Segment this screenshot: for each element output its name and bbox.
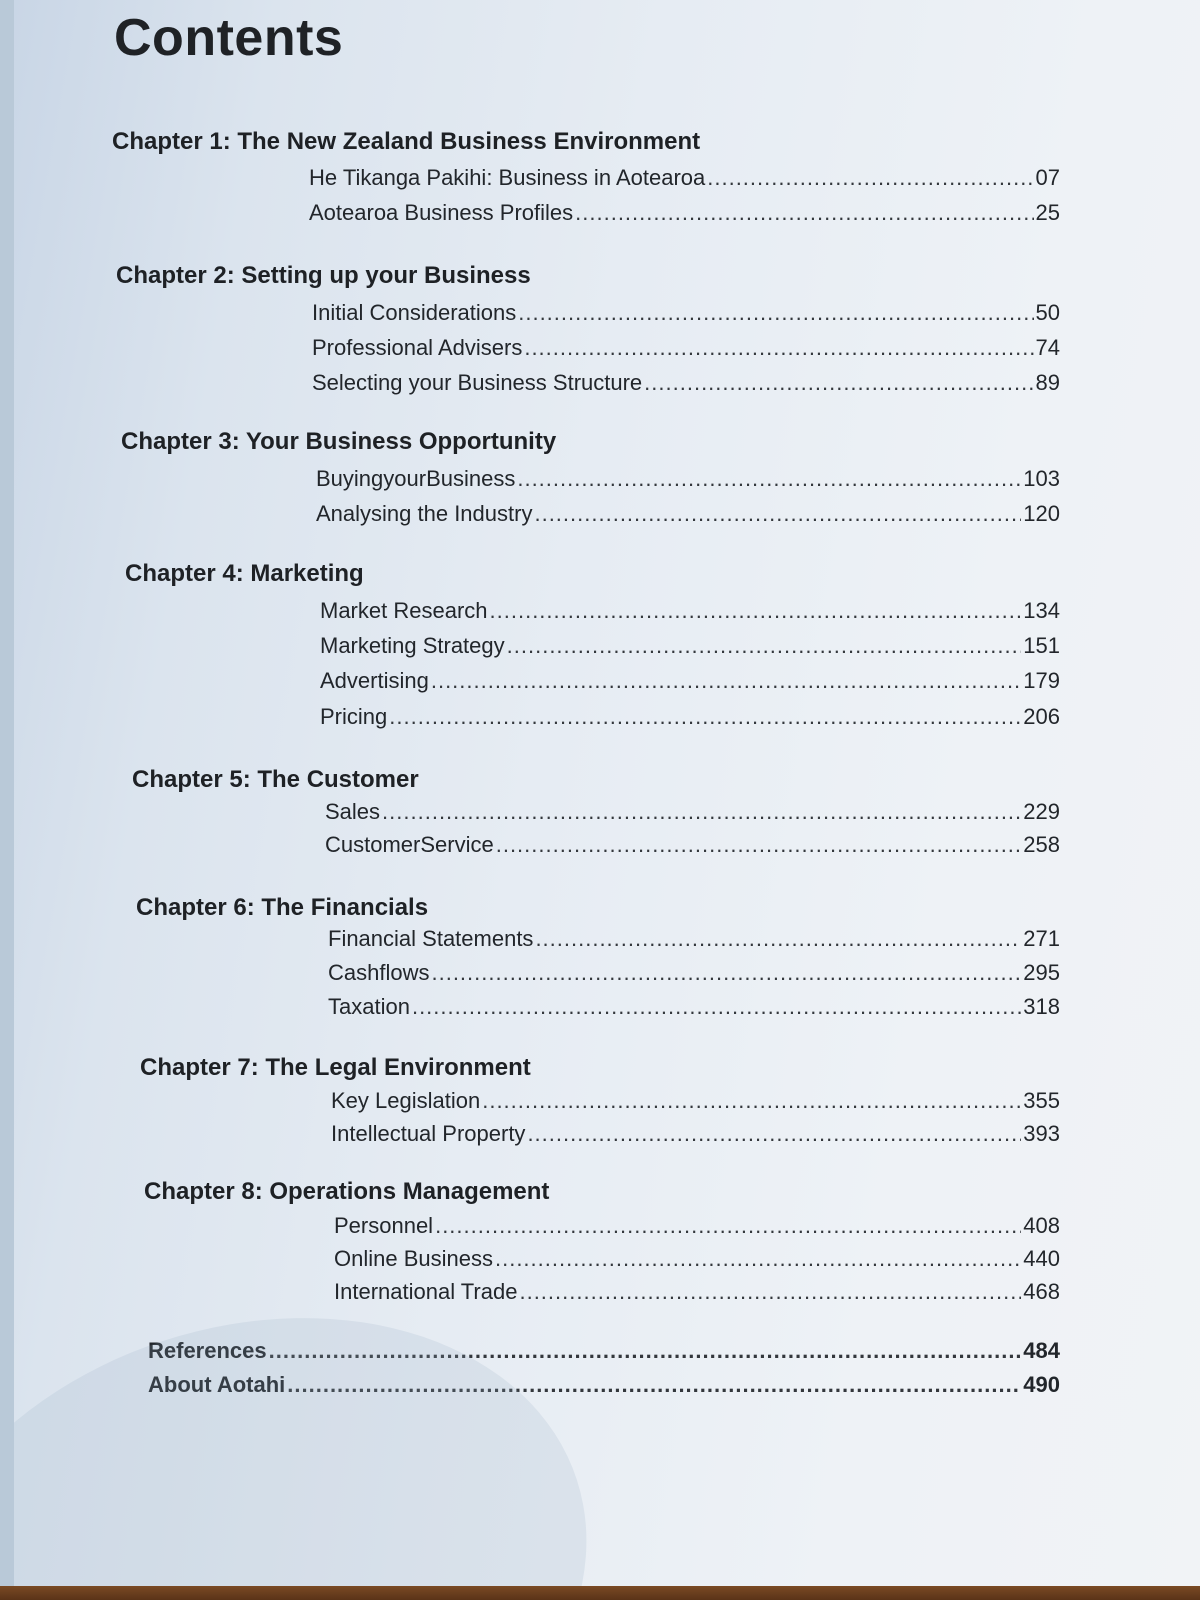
toc-section-entry [312,370,1060,396]
entry-title: Aotearoa Business Profiles [309,200,574,225]
entry-title: Advertising [320,668,429,693]
toc-section-entry [334,1213,1060,1239]
page-number: 151 [1023,633,1060,658]
chapter-heading: Chapter 2: Setting up your Business [116,262,531,289]
entry-title: Sales [325,799,381,824]
toc-section-entry [325,832,1060,858]
entry-title: Financial Statements [328,926,534,951]
chapter-heading: Chapter 6: The Financials [136,894,429,921]
entry-title: Pricing [320,704,388,729]
dot-leader [389,704,1021,730]
chapter-heading: Chapter 7: The Legal Environment [140,1054,531,1081]
dot-leader [412,994,1021,1020]
book-page [14,0,1200,1588]
toc-section-entry [334,1279,1060,1305]
page-number: 468 [1023,1279,1060,1304]
toc-section-entry [316,501,1060,527]
dot-leader [490,598,1022,624]
entry-title: References [148,1338,267,1363]
toc-end-entry [148,1338,1060,1364]
dot-leader [269,1338,1022,1364]
dot-leader [382,799,1021,825]
entry-title: International Trade [334,1279,518,1304]
toc-section-entry [320,704,1060,730]
entry-title: Professional Advisers [312,335,523,360]
toc-section-entry [331,1088,1060,1114]
entry-title: Analysing the Industry [316,501,533,526]
page-number: 134 [1023,598,1060,623]
chapter-heading: Chapter 4: Marketing [125,560,364,587]
toc-section-entry [316,466,1060,492]
chapter-heading: Chapter 3: Your Business Opportunity [121,428,557,455]
page-number: 484 [1023,1338,1060,1363]
page-number: 490 [1023,1372,1060,1397]
entry-title: Cashflows [328,960,430,985]
dot-leader [482,1088,1021,1114]
toc-section-entry [328,960,1060,986]
dot-leader [707,165,1033,191]
toc-section-entry [328,994,1060,1020]
entry-title: Personnel [334,1213,434,1238]
page-number: 258 [1023,832,1060,857]
dot-leader [518,300,1033,326]
dot-leader [431,960,1021,986]
table-surface [0,1586,1200,1600]
dot-leader [435,1213,1021,1239]
dot-leader [507,633,1022,659]
page-number: 393 [1023,1121,1060,1146]
entry-title: Taxation [328,994,410,1019]
toc-section-entry [328,926,1060,952]
dot-leader [495,1246,1021,1272]
page-number: 120 [1023,501,1060,526]
entry-title: Initial Considerations [312,300,517,325]
page-number: 355 [1023,1088,1060,1113]
chapter-heading: Chapter 8: Operations Management [144,1178,550,1205]
entry-title: BuyingyourBusiness [316,466,516,491]
entry-title: He Tikanga Pakihi: Business in Aotearoa [309,165,706,190]
toc-section-entry [320,668,1060,694]
dot-leader [496,832,1022,858]
page-number: 440 [1023,1246,1060,1271]
dot-leader [534,501,1021,527]
page-number: 07 [1035,165,1060,190]
page-number: 408 [1023,1213,1060,1238]
page-number: 295 [1023,960,1060,985]
page-number: 89 [1035,370,1060,395]
dot-leader [575,200,1033,226]
dot-leader [517,466,1021,492]
toc-section-entry [334,1246,1060,1272]
entry-title: Online Business [334,1246,493,1271]
toc-section-entry [331,1121,1060,1147]
chapter-heading: Chapter 5: The Customer [132,766,419,793]
page-title: Contents [114,9,344,67]
chapter-heading: Chapter 1: The New Zealand Business Environment [112,128,701,155]
toc-section-entry [309,200,1060,226]
toc-end-entry [148,1372,1060,1398]
dot-leader [519,1279,1021,1305]
page-number: 74 [1035,335,1060,360]
page-number: 229 [1023,799,1060,824]
toc-section-entry [312,335,1060,361]
page-number: 25 [1035,200,1060,225]
entry-title: Market Research [320,598,488,623]
page-number: 179 [1023,668,1060,693]
dot-leader [431,668,1021,694]
entry-title: Intellectual Property [331,1121,526,1146]
page-number: 206 [1023,704,1060,729]
entry-title: About Aotahi [148,1372,286,1397]
dot-leader [644,370,1033,396]
entry-title: Marketing Strategy [320,633,505,658]
dot-leader [527,1121,1021,1147]
dot-leader [535,926,1021,952]
toc-section-entry [320,633,1060,659]
table-of-contents [14,0,1200,1588]
entry-title: CustomerService [325,832,494,857]
dot-leader [287,1372,1021,1398]
entry-title: Selecting your Business Structure [312,370,643,395]
page-number: 103 [1023,466,1060,491]
dot-leader [524,335,1033,361]
toc-section-entry [325,799,1060,825]
entry-title: Key Legislation [331,1088,481,1113]
page-number: 271 [1023,926,1060,951]
toc-section-entry [312,300,1060,326]
page-number: 50 [1035,300,1060,325]
toc-section-entry [320,598,1060,624]
toc-section-entry [309,165,1060,191]
page-number: 318 [1023,994,1060,1019]
